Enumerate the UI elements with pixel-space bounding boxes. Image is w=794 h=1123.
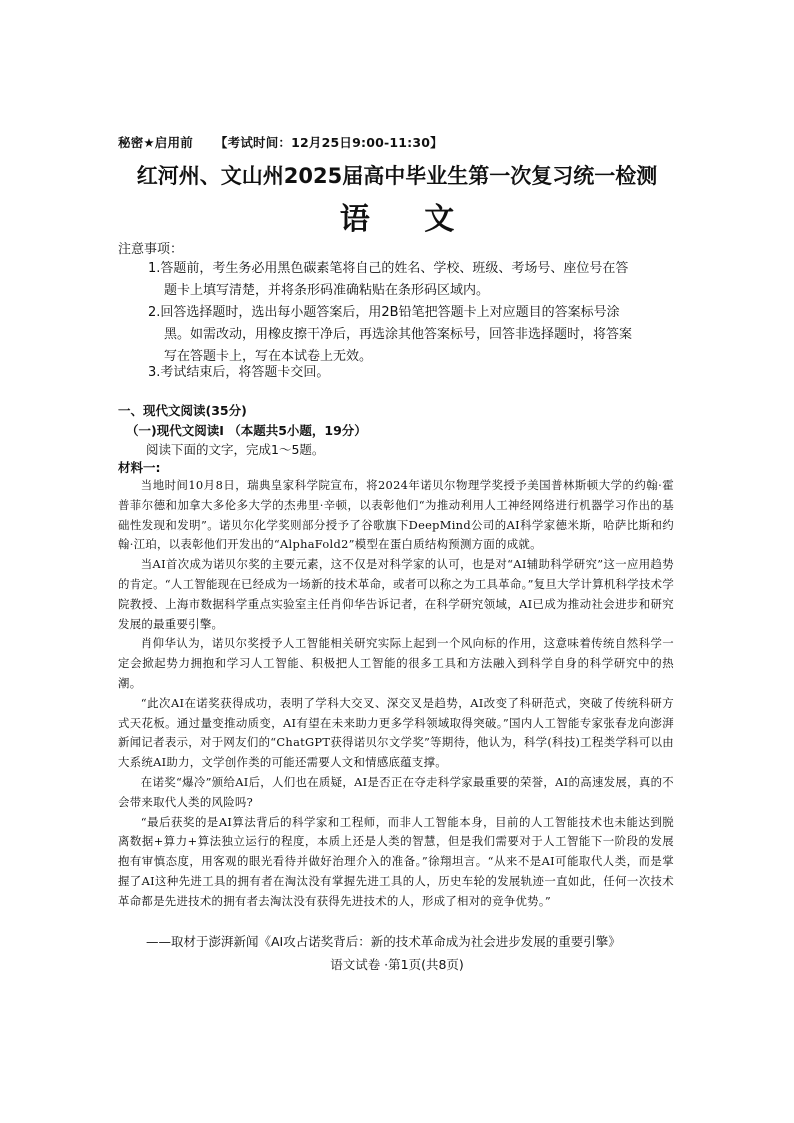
secret-mark: 秘密★启用前 <box>118 135 193 150</box>
exam-title: 红河州、文山州2025届高中毕业生第一次复习统一检测 <box>136 164 658 188</box>
subsection-title: （一)现代文阅读I （本题共5小题，19分） <box>126 423 367 438</box>
note-line: 1.答题前，考生务必用黑色碳素笔将自己的姓名、学校、班级、考场号、座位号在答 <box>148 261 629 276</box>
page-footer: 语文试卷 ·第1页(共8页) <box>330 957 464 972</box>
note-item-1 <box>148 258 678 302</box>
paragraph: 当AI首次成为诺贝尔奖的主要元素，这不仅是对科学家的认可，也是对“AI辅助科学研究”这一应用趋势的肯定。“人工智能现在已经成为一场新的技术革命，或者可以称之为工具革命。”复旦大学计算机科学技术学院教授、上海市数据科学重点实验室主任肖仰华告诉记者，在科学研究领域，AI已成为推动社会进步和研究发展的最重要引擎。 <box>118 557 675 631</box>
header-line <box>118 133 443 151</box>
notes-heading: 注意事项： <box>118 242 184 257</box>
section-title: 一、现代文阅读(35分) <box>118 403 247 418</box>
paragraph: 在诺奖“爆冷”颁给AI后，人们也在质疑，AI是否正在夺走科学家最重要的荣誉，AI的高速发展，真的不会带来取代人类的风险吗? <box>118 774 674 809</box>
paragraph: “此次AI在诺奖获得成功，表明了学科大交叉、深交叉是趋势，AI改变了科研范式，突破了传统科研方式天花板。通过量变推动质变，AI有望在未来助力更多学科领域取得突破。”国内人工智能专家张春龙向澎湃新闻记者表示，对于网友们的“ChatGPT获得诺贝尔文学奖”等期待，他认为，科学(科技)工程类学科可以由大系统AI助力，文学创作类的可能还需要人文和情感底蕴支撑。 <box>118 695 674 770</box>
reading-passage <box>118 476 674 912</box>
paragraph: 当地时间10月8日，瑞典皇家科学院宣布，将2024年诺贝尔物理学奖授予美国普林斯顿大学的约翰·霍普菲尔德和加拿大多伦多大学的杰弗里·辛顿，以表彰他们“为推动利用人工神经网络进行机器学习作出的基础性发现和发明”。诺贝尔化学奖则部分授予了谷歌旗下DeepMind公司的AI科学家德米斯，哈萨比斯和约翰·江珀，以表彰他们开发出的“AlphaFold2”模型在蛋白质结构预测方面的成就。 <box>118 478 674 552</box>
note-line: 黑。如需改动，用橡皮擦干净后，再选涂其他答案标号，回答非选择题时，将答案 <box>164 327 633 342</box>
source-citation: ——取材于澎湃新闻《AI攻占诺奖背后：新的技术革命成为社会进步发展的重要引擎》 <box>146 934 621 949</box>
note-line: 3.考试结束后，将答题卡交回。 <box>148 365 330 380</box>
note-line: 2.回答选择题时，选出每小题答案后，用2B铅笔把答题卡上对应题目的答案标号涂 <box>148 305 620 320</box>
note-item-2 <box>148 302 678 368</box>
paragraph: “最后获奖的是AI算法背后的科学家和工程师，而非人工智能本身，目前的人工智能技术也未能达到脱离数据+算力+算法独立运行的程度，本质上还是人类的智慧，但是我们需要对于人工智能下一阶段的发展抱有审慎态度，用客观的眼光看待并做好治理介入的准备。”徐翔坦言。“从来不是AI可能取代人类，而是掌握了AI这种先进工具的拥有者在淘汰没有掌握先进工具的人，历史车轮的发展轨迹一直如此，任何一次技术革命都是先进技术的拥有者去淘汰没有获得先进技术的人，形成了相对的竞争优势。” <box>118 814 674 908</box>
note-item-3 <box>148 362 678 384</box>
exam-time: 【考试时间：12月25日9:00-11:30】 <box>214 135 443 150</box>
note-line: 题卡上填写清楚，并将条形码准确粘贴在条形码区域内。 <box>164 283 490 298</box>
note-line: 写在答题卡上，写在本试卷上无效。 <box>164 349 373 364</box>
reading-instruction: 阅读下面的文字，完成1～5题。 <box>146 442 325 457</box>
subject-title: 语 文 <box>339 202 477 237</box>
paragraph: 肖仰华认为，诺贝尔奖授予人工智能相关研究实际上起到一个风向标的作用，这意味着传统自然科学一定会掀起势力拥抱和学习人工智能、积极把人工智能的很多工具和方法融入到科学自身的科学研究中的热潮。 <box>118 636 674 690</box>
material-label: 材料一: <box>118 460 161 475</box>
